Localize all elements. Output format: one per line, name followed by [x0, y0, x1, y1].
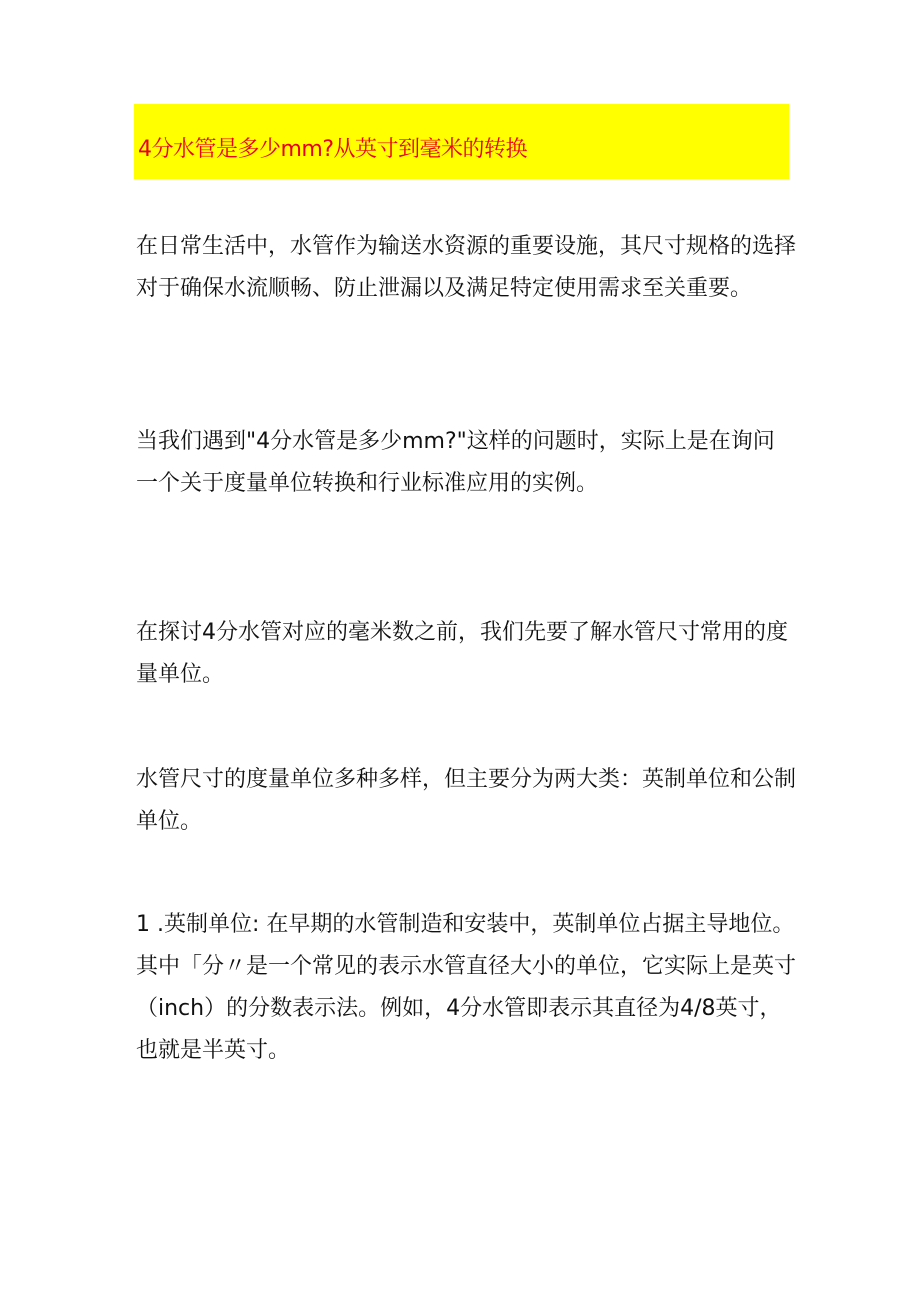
paragraph-units-intro: 在探讨4分水管对应的毫米数之前，我们先要了解水管尺寸常用的度量单位。 [136, 620, 788, 687]
document-title: 4分水管是多少mm?从英寸到毫米的转换 [138, 137, 528, 162]
paragraph-intro: 在日常生活中，水管作为输送水资源的重要设施，其尺寸规格的选择对于确保水流顺畅、防止泄漏以及满足特定使用需求至关重要。 [136, 234, 797, 301]
paragraph-unit-categories: 水管尺寸的度量单位多种多样，但主要分为两大类：英制单位和公制单位。 [136, 767, 797, 834]
paragraph-imperial-units: 1 .英制单位: 在早期的水管制造和安装中，英制单位占据主导地位。其中「分〃是一个常见的表示水管直径大小的单位，它实际上是英寸（inch）的分数表示法。例如，4分水管即表示其直径为4/8英寸，也就是半英寸。 [136, 912, 797, 1063]
paragraph-question: 当我们遇到"4分水管是多少mm?"这样的问题时，实际上是在询问一个关于度量单位转换和行业标准应用的实例。 [136, 429, 775, 496]
title-highlight-bar [134, 104, 789, 179]
